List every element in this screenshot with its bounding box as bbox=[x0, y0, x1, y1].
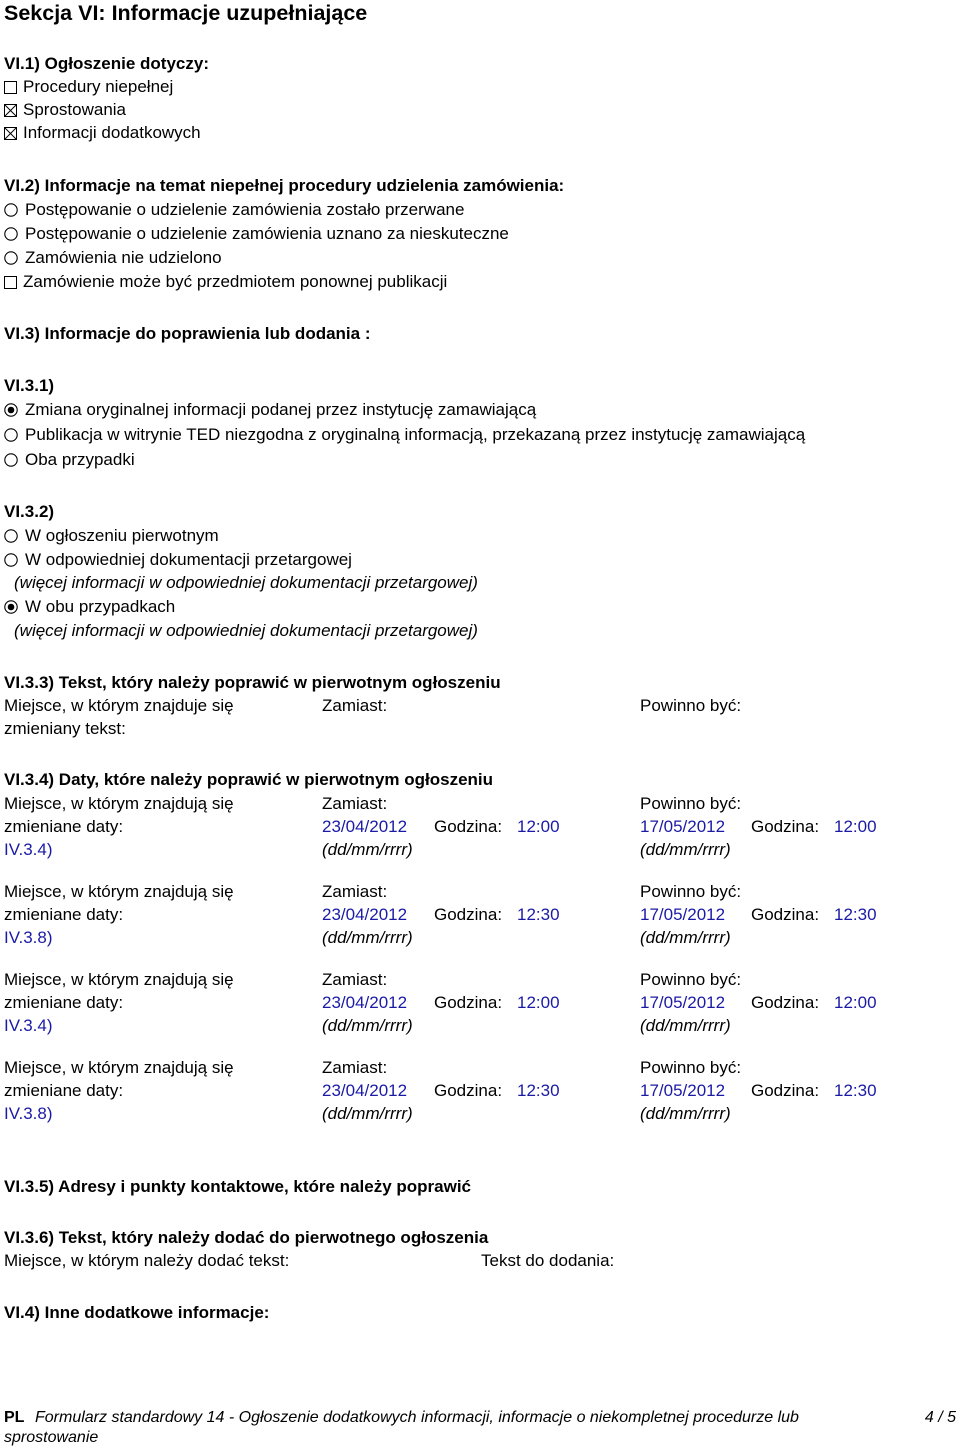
vi2-option[interactable] bbox=[4, 224, 509, 244]
vi2-option[interactable] bbox=[4, 248, 222, 268]
old-time: 12:00 bbox=[517, 993, 560, 1012]
vi4-heading: VI.4) Inne dodatkowe informacje: bbox=[4, 1303, 270, 1322]
radio-unselected-icon[interactable] bbox=[4, 227, 18, 241]
footer-form-title-2: sprostowanie bbox=[4, 1429, 99, 1446]
vi32-heading: VI.3.2) bbox=[4, 502, 55, 521]
vi1-option[interactable] bbox=[4, 100, 126, 120]
date-format: (dd/mm/rrrr) bbox=[640, 840, 731, 859]
new-date: 17/05/2012 bbox=[640, 905, 726, 924]
vi32-option-label: W odpowiedniej dokumentacji przetargowej bbox=[25, 550, 352, 569]
vi34-heading: VI.3.4) Daty, które należy poprawić w pierwotnym ogłoszeniu bbox=[4, 770, 494, 789]
new-date: 17/05/2012 bbox=[640, 993, 726, 1012]
date-format: (dd/mm/rrrr) bbox=[322, 928, 413, 947]
vi2-option-label: Zamówienia nie udzielono bbox=[25, 248, 222, 267]
time-label: Godzina: bbox=[434, 993, 503, 1012]
vi31-option[interactable] bbox=[4, 400, 536, 420]
vi32-note: (więcej informacji w odpowiedniej dokumentacji przetargowej) bbox=[14, 573, 478, 592]
time-label: Godzina: bbox=[751, 817, 820, 836]
vi36-place-label: Miejsce, w którym należy dodać tekst: bbox=[4, 1251, 290, 1270]
instead-label: Zamiast: bbox=[322, 970, 388, 989]
place-label: Miejsce, w którym znajdują się bbox=[4, 794, 234, 813]
new-date: 17/05/2012 bbox=[640, 817, 726, 836]
vi33-place-label-2: zmieniany tekst: bbox=[4, 719, 126, 738]
time-label: Godzina: bbox=[434, 817, 503, 836]
should-label: Powinno być: bbox=[640, 882, 742, 901]
checkbox-checked-icon[interactable] bbox=[4, 127, 17, 140]
date-format: (dd/mm/rrrr) bbox=[640, 1104, 731, 1123]
date-format: (dd/mm/rrrr) bbox=[640, 1016, 731, 1035]
instead-label: Zamiast: bbox=[322, 1058, 388, 1077]
date-format: (dd/mm/rrrr) bbox=[322, 840, 413, 859]
vi1-option-label: Informacji dodatkowych bbox=[23, 123, 201, 142]
footer-form-title: Formularz standardowy 14 - Ogłoszenie dodatkowych informacji, informacje o niekompletnej procedurze lub bbox=[35, 1409, 799, 1426]
place-label: Miejsce, w którym znajdują się bbox=[4, 1058, 234, 1077]
instead-label: Zamiast: bbox=[322, 794, 388, 813]
checkbox-unchecked-icon[interactable] bbox=[4, 81, 17, 94]
vi3-heading: VI.3) Informacje do poprawienia lub dodania : bbox=[4, 324, 371, 343]
vi1-option[interactable] bbox=[4, 77, 173, 97]
time-label: Godzina: bbox=[751, 905, 820, 924]
vi31-option[interactable] bbox=[4, 425, 805, 445]
vi31-option-label: Publikacja w witrynie TED niezgodna z oryginalną informacją, przekazaną przez instytucję zamawiającą bbox=[25, 425, 806, 444]
time-label: Godzina: bbox=[434, 1081, 503, 1100]
vi1-option[interactable] bbox=[4, 123, 201, 143]
vi33-instead-label: Zamiast: bbox=[322, 696, 388, 715]
vi2-option-label: Postępowanie o udzielenie zamówienia uznano za nieskuteczne bbox=[25, 224, 509, 243]
radio-unselected-icon[interactable] bbox=[4, 529, 18, 543]
vi33-place-label: Miejsce, w którym znajduje się bbox=[4, 696, 234, 715]
old-date: 23/04/2012 bbox=[322, 817, 408, 836]
vi32-option-label: W obu przypadkach bbox=[25, 597, 176, 616]
section-title: Sekcja VI: Informacje uzupełniające bbox=[4, 1, 368, 25]
instead-label: Zamiast: bbox=[322, 882, 388, 901]
vi2-option[interactable] bbox=[4, 200, 464, 220]
radio-selected-icon[interactable] bbox=[4, 403, 18, 417]
radio-unselected-icon[interactable] bbox=[4, 428, 18, 442]
vi32-option[interactable] bbox=[4, 597, 175, 617]
old-date: 23/04/2012 bbox=[322, 993, 408, 1012]
new-time: 12:30 bbox=[834, 905, 877, 924]
vi1-option-label: Sprostowania bbox=[23, 100, 127, 119]
section-ref: IV.3.4) bbox=[4, 840, 53, 859]
vi2-heading: VI.2) Informacje na temat niepełnej procedury udzielenia zamówienia: bbox=[4, 176, 565, 195]
radio-unselected-icon[interactable] bbox=[4, 453, 18, 467]
vi31-option-label: Zmiana oryginalnej informacji podanej przez instytucję zamawiającą bbox=[25, 400, 537, 419]
vi35-heading: VI.3.5) Adresy i punkty kontaktowe, które należy poprawić bbox=[4, 1177, 472, 1196]
old-date: 23/04/2012 bbox=[322, 1081, 408, 1100]
new-time: 12:00 bbox=[834, 817, 877, 836]
radio-unselected-icon[interactable] bbox=[4, 203, 18, 217]
vi33-should-label: Powinno być: bbox=[640, 696, 742, 715]
old-time: 12:30 bbox=[517, 905, 560, 924]
section-ref: IV.3.8) bbox=[4, 1104, 53, 1123]
dates-label: zmieniane daty: bbox=[4, 1081, 124, 1100]
vi2-option[interactable] bbox=[4, 272, 447, 292]
vi31-option[interactable] bbox=[4, 450, 135, 470]
new-date: 17/05/2012 bbox=[640, 1081, 726, 1100]
date-format: (dd/mm/rrrr) bbox=[322, 1016, 413, 1035]
section-ref: IV.3.4) bbox=[4, 1016, 53, 1035]
vi32-option-label: W ogłoszeniu pierwotnym bbox=[25, 526, 219, 545]
should-label: Powinno być: bbox=[640, 970, 742, 989]
vi2-option-label: Postępowanie o udzielenie zamówienia zostało przerwane bbox=[25, 200, 465, 219]
new-time: 12:00 bbox=[834, 993, 877, 1012]
dates-label: zmieniane daty: bbox=[4, 817, 124, 836]
old-date: 23/04/2012 bbox=[322, 905, 408, 924]
should-label: Powinno być: bbox=[640, 1058, 742, 1077]
date-format: (dd/mm/rrrr) bbox=[322, 1104, 413, 1123]
section-ref: IV.3.8) bbox=[4, 928, 53, 947]
old-time: 12:30 bbox=[517, 1081, 560, 1100]
vi32-note: (więcej informacji w odpowiedniej dokumentacji przetargowej) bbox=[14, 621, 478, 640]
vi33-heading: VI.3.3) Tekst, który należy poprawić w pierwotnym ogłoszeniu bbox=[4, 673, 501, 692]
vi32-option[interactable] bbox=[4, 526, 219, 546]
checkbox-checked-icon[interactable] bbox=[4, 104, 17, 117]
place-label: Miejsce, w którym znajdują się bbox=[4, 882, 234, 901]
footer-page-number: 4 / 5 bbox=[924, 1409, 956, 1426]
radio-selected-icon[interactable] bbox=[4, 600, 18, 614]
vi31-heading: VI.3.1) bbox=[4, 376, 55, 395]
vi32-option[interactable] bbox=[4, 550, 352, 570]
radio-unselected-icon[interactable] bbox=[4, 553, 18, 567]
vi36-heading: VI.3.6) Tekst, który należy dodać do pierwotnego ogłoszenia bbox=[4, 1228, 489, 1247]
time-label: Godzina: bbox=[751, 1081, 820, 1100]
vi1-option-label: Procedury niepełnej bbox=[23, 77, 174, 96]
dates-label: zmieniane daty: bbox=[4, 905, 124, 924]
should-label: Powinno być: bbox=[640, 794, 742, 813]
place-label: Miejsce, w którym znajdują się bbox=[4, 970, 234, 989]
vi36-text-label: Tekst do dodania: bbox=[481, 1251, 615, 1270]
vi2-option-label: Zamówienie może być przedmiotem ponownej publikacji bbox=[23, 272, 448, 291]
checkbox-unchecked-icon[interactable] bbox=[4, 276, 17, 289]
vi1-heading: VI.1) Ogłoszenie dotyczy: bbox=[4, 54, 209, 73]
time-label: Godzina: bbox=[434, 905, 503, 924]
footer-language: PL bbox=[4, 1409, 25, 1426]
time-label: Godzina: bbox=[751, 993, 820, 1012]
old-time: 12:00 bbox=[517, 817, 560, 836]
radio-unselected-icon[interactable] bbox=[4, 251, 18, 265]
date-format: (dd/mm/rrrr) bbox=[640, 928, 731, 947]
dates-label: zmieniane daty: bbox=[4, 993, 124, 1012]
new-time: 12:30 bbox=[834, 1081, 877, 1100]
vi31-option-label: Oba przypadki bbox=[25, 450, 135, 469]
